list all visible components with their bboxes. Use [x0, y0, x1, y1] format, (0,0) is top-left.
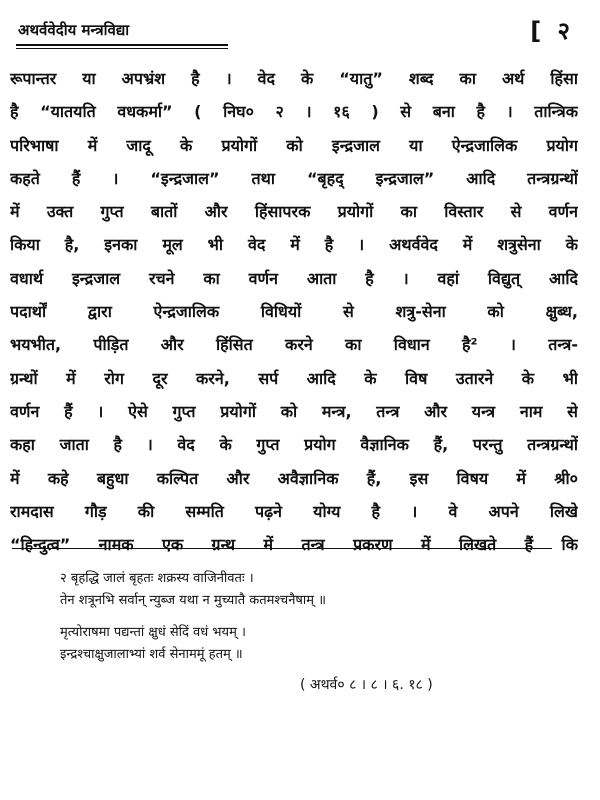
text-line: में कहे बहुधा कल्पित और अवैज्ञानिक हैं, इस विषय में श्री० — [10, 468, 578, 488]
text-line: में उक्त गुप्त बातों और हिंसापरक प्रयोगों का विस्तार से वर्णन — [10, 202, 578, 222]
text-line: भयभीत, पीड़ित और हिंसित करने का विधान है² । तन्त्र- — [10, 335, 578, 355]
footnote — [60, 568, 580, 696]
header-underline — [16, 44, 228, 49]
text-line: परिभाषा में जादू के प्रयोगों को इन्द्रजाल या ऐन्द्रजालिक प्रयोग — [10, 135, 578, 155]
footnote-line: तेन शत्रूनभि सर्वान् न्युब्ज यथा न मुच्यातै कतमश्चनैषाम् ॥ — [60, 593, 326, 608]
text-line: कहा जाता है । वेद के गुप्त प्रयोग वैज्ञानिक हैं, परन्तु तन्त्रग्रन्थों — [10, 435, 578, 455]
text-line: पदार्थों द्वारा ऐन्द्रजालिक विधियों से शत्रु-सेना को क्षुब्ध, — [10, 302, 578, 322]
text-line: रामदास गौड़ की सम्मति पढ़ने योग्य है । वे अपने लिखे — [10, 501, 578, 521]
text-line: रूपान्तर या अपभ्रंश है । वेद के “यातु” शब्द का अर्थ हिंसा — [10, 69, 578, 88]
text-line: किया है, इनका मूल भी वेद में है । अथर्ववेद में शत्रुसेना के — [10, 235, 578, 255]
page-number: [ २ — [530, 17, 574, 45]
text-line: कहते हैं । “इन्द्रजाल” तथा “बृहद् इन्द्रजाल” आदि तन्त्रग्रन्थों — [10, 168, 578, 188]
text-line: “हिन्दुत्व” नामक एक ग्रन्थ में तन्त्र प्रकरण में लिखते हैं कि — [10, 535, 578, 555]
footnote-source: ( अथर्व० ८ । ८ । ६. १८ ) — [300, 677, 433, 693]
footnote-gap — [60, 612, 580, 622]
footnote-line: मृत्योराषमा पद्यन्तां क्षुधं सेदिं वधं भयम् । — [60, 625, 246, 640]
text-line: वर्णन हैं । ऐसे गुप्त प्रयोगों को मन्त्र, तन्त्र और यन्त्र नाम से — [10, 401, 578, 421]
footnote-line: २ बृहद्धि जालं बृहतः शक्रस्य वाजिनीवतः । — [60, 571, 254, 586]
footnote-divider — [12, 548, 552, 549]
running-title: अथर्ववेदीय मन्त्रविद्या — [18, 21, 130, 39]
page-header — [10, 14, 590, 50]
body-text — [10, 62, 578, 561]
text-line: है “यातयति वधकर्मा” ( निघ० २ । १६ ) से बना है । तान्त्रिक — [10, 102, 578, 122]
footnote-line: इन्द्रश्चाक्षुजालाभ्यां शर्व सेनाममूं हतम् ॥ — [60, 647, 243, 662]
text-line: वधार्थ इन्द्रजाल रचने का वर्णन आता है । वहां विद्युत् आदि — [10, 268, 578, 288]
text-line: ग्रन्थों में रोग दूर करने, सर्प आदि के विष उतारने के भी — [10, 368, 578, 388]
